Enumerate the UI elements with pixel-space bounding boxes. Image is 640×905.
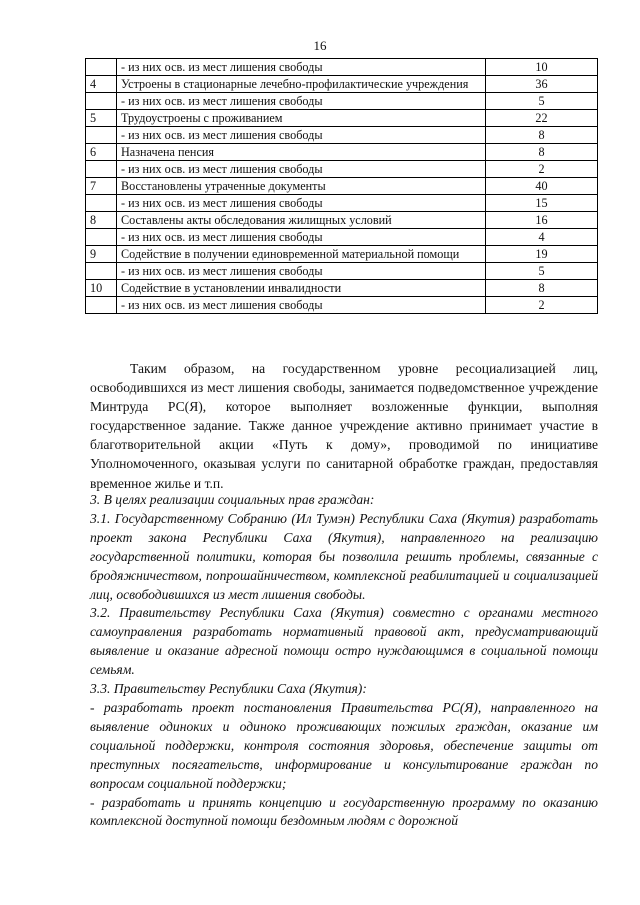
summary-paragraph: Таким образом, на государственном уровне ресоциализацией лиц, освободившихся из мест лишения свободы, занимается подведомственное учреждение Минтруда РС(Я), которое выполняет возложенные функции, выполняя государственное задание. Также данное учреждение активно принимает участие в благотворительной акции «Путь к дому», проводимой по инициативе Уполномоченного, оказывая услуги по санитарной обработке граждан, предоставляя временное жилье и т.п. <box>90 361 598 491</box>
table-row <box>86 76 598 93</box>
row-description: - из них осв. из мест лишения свободы <box>117 93 486 110</box>
table-row <box>86 110 598 127</box>
row-number: 6 <box>86 144 117 161</box>
table-row <box>86 246 598 263</box>
row-number: 8 <box>86 212 117 229</box>
row-value: 16 <box>486 212 598 229</box>
recommendations-heading: 3. В целях реализации социальных прав граждан: <box>90 492 375 507</box>
row-number <box>86 59 117 76</box>
recommendation-bullet-1: - разработать проект постановления Правительства РС(Я), направленного на выявление одиноких и одиноко проживающих пожилых граждан, оказание им социальной поддержки, контроля состояния здоровья, обеспечение защиты от преступных посягательств, информирование и консультирование граждан по вопросам социальной поддержки; <box>90 699 598 791</box>
table-row <box>86 195 598 212</box>
row-description: Восстановлены утраченные документы <box>117 178 486 195</box>
row-number: 10 <box>86 280 117 297</box>
row-number <box>86 195 117 212</box>
row-number <box>86 161 117 178</box>
row-value: 15 <box>486 195 598 212</box>
row-value: 19 <box>486 246 598 263</box>
table-row <box>86 229 598 246</box>
row-description: - из них осв. из мест лишения свободы <box>117 263 486 280</box>
row-value: 2 <box>486 161 598 178</box>
row-value: 4 <box>486 229 598 246</box>
table-row <box>86 297 598 314</box>
row-description: Назначена пенсия <box>117 144 486 161</box>
table-row <box>86 178 598 195</box>
row-description: Содействие в установлении инвалидности <box>117 280 486 297</box>
table-row <box>86 161 598 178</box>
table-row <box>86 263 598 280</box>
recommendation-3-1: 3.1. Государственному Собранию (Ил Тумэн) Республики Саха (Якутия) разработать проект закона Республики Саха (Якутия), направленного на реализацию государственной политики, которая бы позволила решить проблемы, связанные с бродяжничеством, попрошайничеством, комплексной реабилитацией и социализацией лиц, освободившихся из мест лишения свободы. <box>90 510 598 602</box>
row-number <box>86 229 117 246</box>
recommendation-3-3: 3.3. Правительству Республики Саха (Якутия): <box>90 681 367 697</box>
table-row <box>86 93 598 110</box>
row-number: 4 <box>86 76 117 93</box>
row-value: 8 <box>486 144 598 161</box>
row-number: 5 <box>86 110 117 127</box>
row-description: Содействие в получении единовременной материальной помощи <box>117 246 486 263</box>
statistics-table <box>85 58 598 314</box>
row-value: 22 <box>486 110 598 127</box>
row-description: - из них осв. из мест лишения свободы <box>117 161 486 178</box>
row-number <box>86 263 117 280</box>
row-number <box>86 93 117 110</box>
row-description: - из них осв. из мест лишения свободы <box>117 297 486 314</box>
row-value: 5 <box>486 263 598 280</box>
row-number <box>86 127 117 144</box>
table-row <box>86 280 598 297</box>
recommendations-section <box>90 491 598 831</box>
row-description: - из них осв. из мест лишения свободы <box>117 59 486 76</box>
row-description: Трудоустроены с проживанием <box>117 110 486 127</box>
row-value: 8 <box>486 127 598 144</box>
page-number: 16 <box>313 38 327 53</box>
row-number: 9 <box>86 246 117 263</box>
recommendation-3-2: 3.2. Правительству Республики Саха (Якутия) совместно с органами местного самоуправления разработать нормативный правовой акт, предусматривающий выявление и оказание адресной помощи остро нуждающимся в социальной помощи семьям. <box>90 605 598 678</box>
row-value: 40 <box>486 178 598 195</box>
table-row <box>86 144 598 161</box>
table-row <box>86 127 598 144</box>
table-row <box>86 212 598 229</box>
row-value: 10 <box>486 59 598 76</box>
row-description: Составлены акты обследования жилищных условий <box>117 212 486 229</box>
table-row <box>86 59 598 76</box>
row-value: 2 <box>486 297 598 314</box>
row-value: 36 <box>486 76 598 93</box>
row-number: 7 <box>86 178 117 195</box>
row-description: - из них осв. из мест лишения свободы <box>117 195 486 212</box>
row-value: 5 <box>486 93 598 110</box>
row-number <box>86 297 117 314</box>
row-value: 8 <box>486 280 598 297</box>
row-description: - из них осв. из мест лишения свободы <box>117 127 486 144</box>
recommendation-bullet-2: - разработать и принять концепцию и государственную программу по оказанию комплексной доступной помощи бездомным людям с дорожной <box>90 794 598 829</box>
row-description: - из них осв. из мест лишения свободы <box>117 229 486 246</box>
row-description: Устроены в стационарные лечебно-профилактические учреждения <box>117 76 486 93</box>
table-body <box>86 59 598 314</box>
